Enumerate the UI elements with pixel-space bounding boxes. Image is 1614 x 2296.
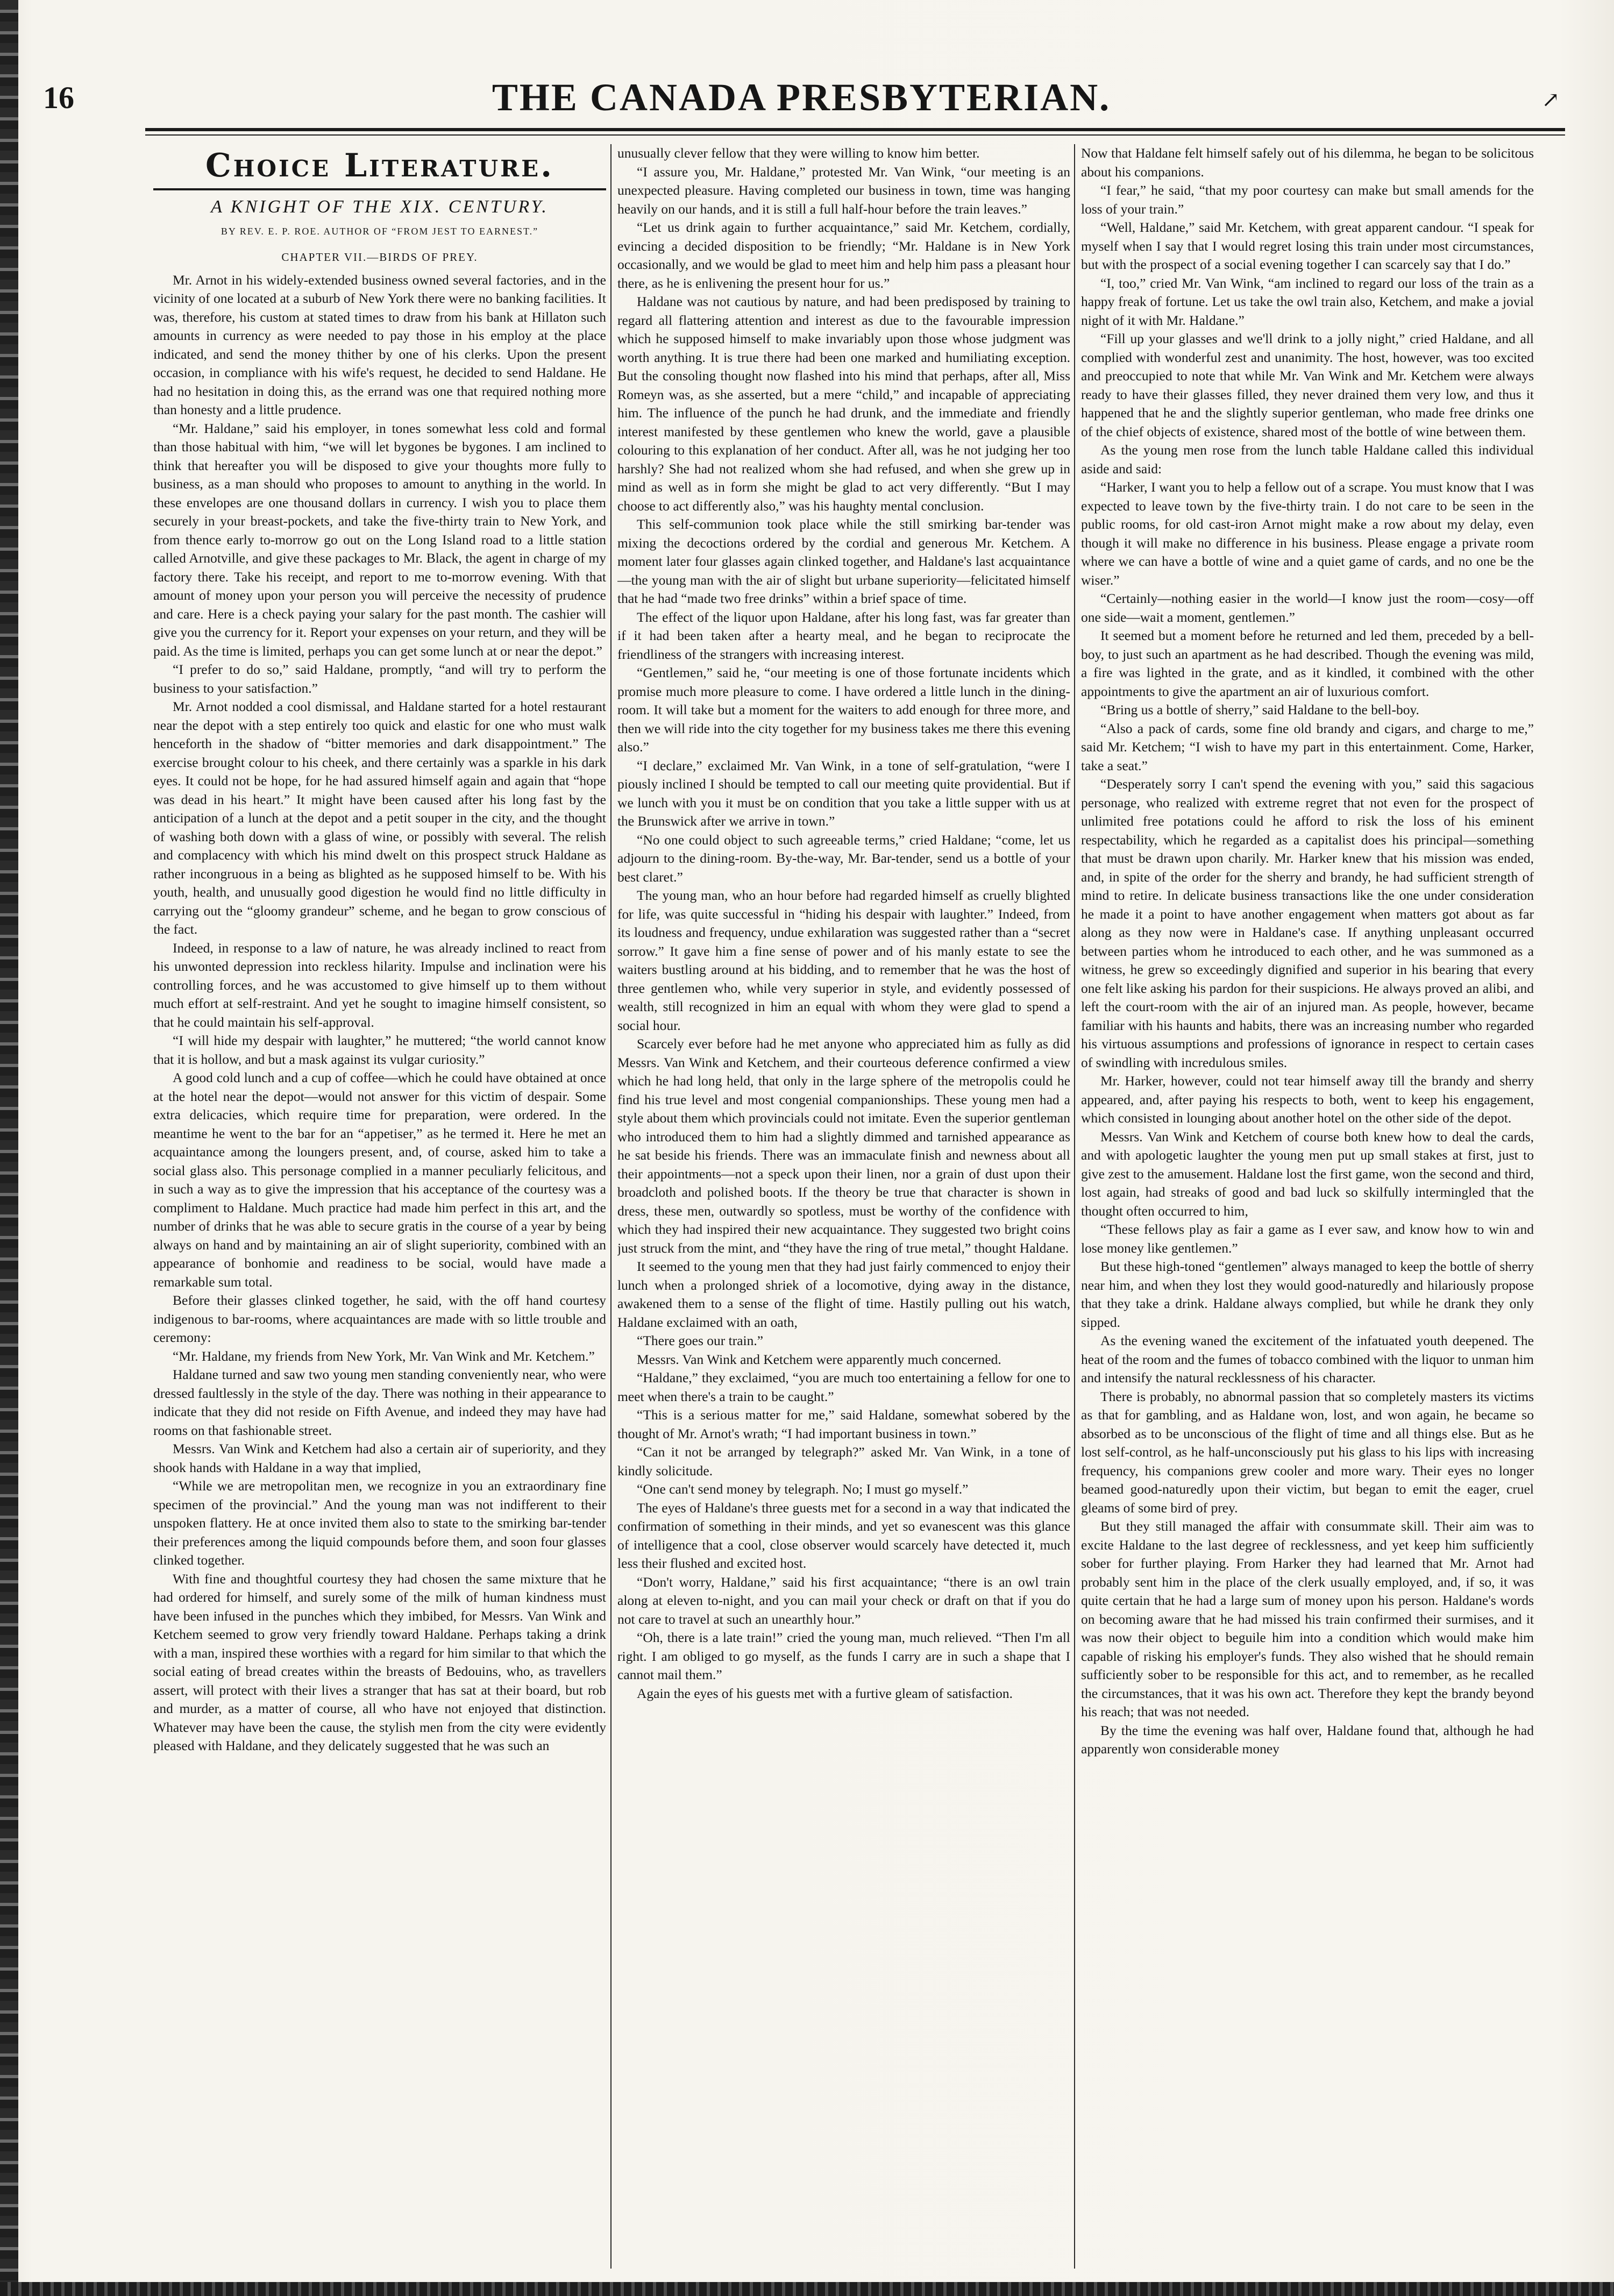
paragraph: “I, too,” cried Mr. Van Wink, “am inclined to regard our loss of the train as a happy freak of fortune. Let us take the owl train also, Ketchem, and make a jovial night of it with Mr. Haldane.” bbox=[1081, 275, 1534, 328]
paragraph: “I assure you, Mr. Haldane,” protested Mr. Van Wink, “our meeting is an unexpected pleasure. Having completed our business in town, time was hanging heavily on our hands, and it is still a full half-hour before the train leaves.” bbox=[617, 164, 1070, 217]
paragraph: Messrs. Van Wink and Ketchem had also a certain air of superiority, and they shook hands with Haldane in a way that implied, bbox=[153, 1441, 606, 1475]
paragraph: “While we are metropolitan men, we recognize in you an extraordinary fine specimen of the provincial.” And the young man was not indifferent to their unspoken flattery. He at once invited them also to state to the smirking bar-tender their preferences among the liquid compounds before them, and soon four glasses clinked together. bbox=[153, 1478, 606, 1568]
paragraph: “Desperately sorry I can't spend the evening with you,” said this sagacious personage, who realized with extreme regret that not even for the prospect of unlimited free potations could he afford to risk the loss of his eminent respectability, which he regarded as a capitalist does his principal—something that must be drawn upon charily. Mr. Harker knew that his mission was ended, and, in spite of the order for the sherry and brandy, he had sufficient strength of mind to retire. In delicate business transactions like the one under consideration he made it a point to have another engagement when matters got about as far along as they now were in Haldane's case. If anything unpleasant occurred between parties whom he introduced to each other, and he was summoned as a witness, he grew so exceedingly dignified and superior in his bearing that every one felt like asking his pardon for their suspicions. He always proved an alibi, and left the court-room with the air of an injured man. As people, however, became familiar with his haunts and habits, there was an increasing number who regarded his virtuous assumptions and professions of ignorance in respect to certain cases of swindling with incredulous smiles. bbox=[1081, 776, 1534, 1070]
page-header bbox=[43, 75, 1560, 124]
paragraph: But these high-toned “gentlemen” always managed to keep the bottle of sherry near him, and when they lost they would good-naturedly and hilariously propose that they take a drink. Haldane always complied, but while he drank they only sipped. bbox=[1081, 1259, 1534, 1330]
paragraph: By the time the evening was half over, Haldane found that, although he had apparently won considerable money bbox=[1081, 1722, 1534, 1757]
paragraph: “I prefer to do so,” said Haldane, promptly, “and will try to perform the business to your satisfaction.” bbox=[153, 662, 606, 696]
corner-mark: ↗ bbox=[1541, 88, 1560, 112]
paragraph: “This is a serious matter for me,” said Haldane, somewhat sobered by the thought of Mr. Arnot's wrath; “I had important business in town.” bbox=[617, 1407, 1070, 1441]
paragraph: “Haldane,” they exclaimed, “you are much too entertaining a fellow for one to meet when there's a train to be caught.” bbox=[617, 1370, 1070, 1404]
paragraph: Now that Haldane felt himself safely out of his dilemma, he began to be solicitous about his companions. bbox=[1081, 145, 1534, 180]
paragraph: As the evening waned the excitement of the infatuated youth deepened. The heat of the room and the fumes of tobacco combined with the liquor to unman him and intensify the natural recklessness of his character. bbox=[1081, 1333, 1534, 1385]
column-text bbox=[153, 271, 606, 1755]
column-3 bbox=[1081, 144, 1534, 2269]
paragraph: Haldane was not cautious by nature, and had been predisposed by training to regard all flattering attention and interest as due to the favourable impression which he supposed himself to make invariably upon those whose judgment was worth anything. It is true there had been one marked and humiliating exception. But the consoling thought now flashed into his mind that perhaps, after all, Miss Romeyn was, as she asserted, but a mere “child,” and incapable of appreciating him. The influence of the punch he had drunk, and the immediate and friendly interest manifested by these gentlemen who knew the world, gave a plausible colouring to this explanation of her conduct. After all, was he not judging her too harshly? She had not realized whom she had refused, and when she grew up in mind as well as in form she might be glad to act very differently. “But I may choose to act differently also,” was his haughty mental conclusion. bbox=[617, 294, 1070, 514]
paragraph: The eyes of Haldane's three guests met for a second in a way that indicated the confirmation of something in their minds, and yet so evanescent was this glance of intelligence that a cool, close observer would scarcely have detected it, much less their flushed and excited host. bbox=[617, 1499, 1070, 1571]
paragraph: Mr. Arnot nodded a cool dismissal, and Haldane started for a hotel restaurant near the depot with a step entirely too quick and elastic for one who must walk henceforth in the shadow of “bitter memories and dark disappointment.” The exercise brought colour to his cheek, and there certainly was a sparkle in his dark eyes. It could not be hope, for he had assured himself again and again that “hope was dead in his heart.” It might have been caused after his long fast by the anticipation of a lunch at the depot and a petit souper in the city, and the thought of washing both down with a glass of wine, or possibly with several. The relish and complacency with which his mind dwelt on this prospect struck Haldane as rather incongruous in a being as blighted as he supposed himself to be. With his youth, health, and unusually good digestion he would find no little difficulty in carrying out the “gloomy grandeur” scheme, and he began to grow conscious of the fact. bbox=[153, 699, 606, 937]
column-divider bbox=[610, 144, 612, 2269]
paragraph: “Also a pack of cards, some fine old brandy and cigars, and charge to me,” said Mr. Ketchem; “I wish to have my part in this entertainment. Come, Harker, take a seat.” bbox=[1081, 720, 1534, 773]
paragraph: With fine and thoughtful courtesy they had chosen the same mixture that he had ordered for himself, and surely some of the milk of human kindness must have been infused in the punches which they imbibed, for Messrs. Van Wink and Ketchem seemed to grow very friendly toward Haldane. Perhaps taking a drink with a man, inspired these worthies with a regard for him similar to that which the social eating of bread creates within the breasts of Bedouins, who, as travellers assert, will protect with their lives a stranger that has sat at their board, but rob and murder, as a matter of course, all who have not enjoyed that distinction. Whatever may have been the cause, the stylish men from the city were evidently pleased with Haldane, and they delicately suggested that he was such an bbox=[153, 1570, 606, 1753]
paragraph: Mr. Arnot in his widely-extended business owned several factories, and in the vicinity of one located at a suburb of New York there were no banking facilities. It was, therefore, his custom at stated times to draw from his bank at Hillaton such amounts in currency as were needed to pay those in his employ at the place indicated, and send the money thither by one of his clerks. Upon the present occasion, in compliance with his wife's request, he decided to send Haldane. He had no hesitation in doing this, as the errand was one that required nothing more than honesty and a little prudence. bbox=[153, 272, 606, 417]
story-byline: BY REV. E. P. ROE. AUTHOR OF “FROM JEST TO EARNEST.” bbox=[221, 225, 539, 237]
paragraph: “Can it not be arranged by telegraph?” asked Mr. Van Wink, in a tone of kindly solicitude. bbox=[617, 1444, 1070, 1478]
column-text bbox=[617, 144, 1070, 1703]
paragraph: “Harker, I want you to help a fellow out of a scrape. You must know that I was expected to leave town by the five-thirty train. I do not care to be seen in the public rooms, for old cast-iron Arnot might make a row about my delay, even though it will make no difference in his business. Please engage a private room where we can have a bottle of wine and a quiet game of cards, and no one be the wiser.” bbox=[1081, 479, 1534, 588]
section-rule bbox=[153, 188, 606, 190]
paragraph: Again the eyes of his guests met with a furtive gleam of satisfaction. bbox=[637, 1685, 1013, 1701]
paragraph: “Fill up your glasses and we'll drink to a jolly night,” cried Haldane, and all complied with wonderful zest and unanimity. The host, however, was too excited and preoccupied to note that while Mr. Van Wink and Mr. Ketchem were always ready to have their glasses filled, they never drained them very low, and thus it happened that he and the slightly superior gentleman, who made free drinks one of the chief objects of existence, shared most of the bottle of wine between them. bbox=[1081, 331, 1534, 439]
page-number: 16 bbox=[43, 80, 74, 115]
paragraph: Messrs. Van Wink and Ketchem of course both knew how to deal the cards, and with apologetic laughter the young men put up small stakes at first, just to give zest to the amusement. Haldane lost the first game, won the second and third, lost again, had streaks of good and bad luck so skilfully intermingled that the thought often occurred to him, bbox=[1081, 1128, 1534, 1219]
paragraph: As the young men rose from the lunch table Haldane called this individual aside and said: bbox=[1081, 442, 1534, 477]
story-title: A KNIGHT OF THE XIX. CENTURY. bbox=[211, 197, 549, 217]
paragraph: “Certainly—nothing easier in the world—I know just the room—cosy—off one side—wait a moment, gentlemen.” bbox=[1081, 591, 1534, 625]
paragraph: It seemed but a moment before he returned and led them, preceded by a bell-boy, to just such an apartment as he had described. Though the evening was mild, a fire was lighted in the grate, and as it kindled, it combined with the other appointments to give the apartment an air of luxurious comfort. bbox=[1081, 628, 1534, 699]
header-rule-thin bbox=[145, 134, 1565, 136]
paragraph: “Mr. Haldane,” said his employer, in tones somewhat less cold and formal than those habitual with him, “we will let bygones be bygones. I am inclined to think that hereafter you will be disposed to give your thoughts more fully to business, as a man should who proposes to amount to anything in the world. In these envelopes are one thousand dollars in currency. I wish you to place them securely in your breast-pockets, and take the five-thirty train to New York, and from thence early to-morrow go out on the Long Island road to a little station called Arnotville, and give these packages to Mr. Black, the agent in charge of my factory there. Take his receipt, and report to me to-morrow evening. With that amount of money upon your person you will perceive the necessity of prudence and care. Here is a check paying your salary for the past month. The cashier will give you the currency for it. Report your expenses on your return, and they will be paid. As the time is limited, perhaps you can get some lunch at or near the depot.” bbox=[153, 420, 606, 659]
paragraph: “Oh, there is a late train!” cried the young man, much relieved. “Then I'm all right. I am obliged to go myself, as the funds I carry are in such a shape that I cannot mail them.” bbox=[617, 1630, 1070, 1682]
column-text bbox=[1081, 144, 1534, 1759]
paragraph: “Mr. Haldane, my friends from New York, Mr. Van Wink and Mr. Ketchem.” bbox=[173, 1348, 595, 1364]
paragraph: There is probably, no abnormal passion that so completely masters its victims as that for gambling, and as Haldane won, lost, and won again, he became so absorbed as to be unconscious of the flight of time and all things else. But as he lost self-control, as he half-unconsciously put his glass to his lips with increasing frequency, his companions grew cooler and more wary. Their eyes no longer beamed good-naturedly upon their victim, but began to emit the eager, cruel gleams of some bird of prey. bbox=[1081, 1388, 1534, 1516]
paragraph: “These fellows play as fair a game as I ever saw, and know how to win and lose money like gentlemen.” bbox=[1081, 1221, 1534, 1256]
paragraph: A good cold lunch and a cup of coffee—which he could have obtained at once at the hotel near the depot—would not answer for this victim of despair. Some extra delicacies, which require time for preparation, were ordered. In the meantime he went to the bar for an “appetiser,” as he termed it. Here he met an acquaintance among the loungers present, and, of course, asked him to take a social glass also. This personage complied in a manner peculiarly felicitous, and in such a way as to give the impression that his acceptance of the courtesy was a compliment to Haldane. Much practice had made him perfect in this art, and the number of drinks that he was able to secure gratis in the course of a year by being always on hand and by maintaining an air of slight superiority, combined with an appearance of bonhomie and readiness to be social, would have made a remarkable sum total. bbox=[153, 1070, 606, 1290]
paragraph: The young man, who an hour before had regarded himself as cruelly blighted for life, was quite successful in “hiding his despair with laughter.” Indeed, from its loudness and frequency, undue exhilaration was suggested rather than a “secret sorrow.” It gave him a fine sense of power and of his manly estate to see the waiters bustling around at his bidding, and to remember that he was the host of three gentlemen who, while very superior in style, and evidently possessed of wealth, still recognized in him an equal with whom they were glad to spend a social hour. bbox=[617, 887, 1070, 1033]
paragraph: Messrs. Van Wink and Ketchem were apparently much concerned. bbox=[637, 1351, 1001, 1367]
paragraph: “Well, Haldane,” said Mr. Ketchem, with great apparent candour. “I speak for myself when I say that I would regret losing this train under most circumstances, but with the prospect of a social evening together I can scarcely say that I do.” bbox=[1081, 219, 1534, 272]
binding-edge bbox=[0, 0, 18, 2296]
section-title: Choice Literature. bbox=[205, 147, 554, 184]
paragraph: It seemed to the young men that they had just fairly commenced to enjoy their lunch when a prolonged shriek of a locomotive, dying away in the distance, awakened them to a sense of the flight of time. Hastily pulling out his watch, Haldane exclaimed with an oath, bbox=[617, 1259, 1070, 1330]
paragraph: “Let us drink again to further acquaintance,” said Mr. Ketchem, cordially, evincing a decided disposition to be friendly; “Mr. Haldane is in New York occasionally, and we would be glad to meet him and help him pass a pleasant hour there, as he is enlivening the present hour for us.” bbox=[617, 219, 1070, 291]
paragraph: Scarcely ever before had he met anyone who appreciated him as fully as did Messrs. Van Wink and Ketchem, and their courteous deference confirmed a view which he had long held, that only in the large sphere of the metropolis could he find his true level and most congenial companionships. These young men had a style about them which provincials could not imitate. Even the superior gentleman who introduced them to him had a slightly dimmed and tarnished appearance as he sat beside his friends. There was an immaculate finish and newness about all their appointments—not a speck upon their linen, nor a grain of dust upon their broadcloth and polished boots. If the theory be true that character is shown in dress, these men, outwardly so spotless, must be worthy of the confidence with which they had inspired their new acquaintance. They suggested two bright coins just struck from the mint, and “they have the ring of true metal,” thought Haldane. bbox=[617, 1036, 1070, 1256]
bottom-edge bbox=[0, 2282, 1614, 2296]
paragraph: “No one could object to such agreeable terms,” cried Haldane; “come, let us adjourn to the dining-room. By-the-way, Mr. Bar-tender, send us a bottle of your best claret.” bbox=[617, 831, 1070, 885]
column-divider bbox=[1074, 144, 1075, 2269]
paragraph: “Gentlemen,” said he, “our meeting is one of those fortunate incidents which promise much more pleasure to come. I have ordered a little lunch in the dining-room. It will take but a moment for the waiters to add enough for three more, and then we will ride into the city together for my business takes me there this evening also.” bbox=[617, 665, 1070, 755]
column-2 bbox=[617, 144, 1070, 2269]
paragraph: “I fear,” he said, “that my poor courtesy can make but small amends for the loss of your train.” bbox=[1081, 182, 1534, 217]
paragraph: “Bring us a bottle of sherry,” said Haldane to the bell-boy. bbox=[1100, 702, 1419, 717]
paragraph: “I will hide my despair with laughter,” he muttered; “the world cannot know that it is hollow, and but a mask against its vulgar curiosity.” bbox=[153, 1033, 606, 1067]
paragraph: “Don't worry, Haldane,” said his first acquaintance; “there is an owl train along at eleven to-night, and you can mail your check or draft on that if you do not care to travel at such an unearthly hour.” bbox=[617, 1574, 1070, 1627]
paragraph: “I declare,” exclaimed Mr. Van Wink, in a tone of self-gratulation, “were I piously inclined I should be tempted to call our meeting quite providential. But if we lunch with you it must be on condition that you take a little supper with us at the Brunswick after we arrive in town.” bbox=[617, 757, 1070, 829]
header-rule bbox=[145, 128, 1565, 131]
paragraph: Mr. Harker, however, could not tear himself away till the brandy and sherry appeared, and, after paying his respects to both, went to keep his engagement, which consisted in lounging about another hotel on the other side of the depot. bbox=[1081, 1073, 1534, 1126]
paragraph: “One can't send money by telegraph. No; I must go myself.” bbox=[637, 1481, 969, 1497]
chapter-heading: CHAPTER VII.—BIRDS OF PREY. bbox=[281, 251, 478, 264]
paragraph: Haldane turned and saw two young men standing conveniently near, who were dressed faultlessly in the style of the day. There was nothing in their appearance to indicate that they did not reside on Fifth Avenue, and indeed they may have had rooms on that fashionable street. bbox=[153, 1367, 606, 1438]
paragraph: Before their glasses clinked together, he said, with the off hand courtesy indigenous to bar-rooms, where acquaintances are made with so little trouble and ceremony: bbox=[153, 1292, 606, 1345]
paragraph: The effect of the liquor upon Haldane, after his long fast, was far greater than if it had been taken after a hearty meal, and he began to reciprocate the friendliness of the strangers with increasing interest. bbox=[617, 609, 1070, 662]
paragraph: But they still managed the affair with consummate skill. Their aim was to excite Haldane to the last degree of recklessness, and yet keep him sufficiently sober for further playing. From Harker they had learned that Mr. Arnot had probably sent him in the place of the clerk usually employed, and, if so, it was quite certain that he had a large sum of money upon his person. Haldane's words on becoming aware that he had missed his train confirmed their surmises, and it was now their object to beguile him into a condition which would make him capable of risking his employer's funds. They also wished that he should remain sufficiently sober to be responsible for this act, and to remember, as he recalled the circumstances, that it was his own act. Therefore they kept the brandy beyond his reach; that was not needed. bbox=[1081, 1518, 1534, 1719]
paragraph: unusually clever fellow that they were willing to know him better. bbox=[617, 145, 980, 161]
masthead-title: THE CANADA PRESBYTERIAN. bbox=[492, 76, 1111, 119]
column-1 bbox=[153, 144, 606, 2269]
paragraph: “There goes our train.” bbox=[637, 1333, 764, 1348]
paragraph: Indeed, in response to a law of nature, he was already inclined to react from his unwonted depression into reckless hilarity. Impulse and inclination were his controlling forces, and he was accustomed to give himself up to them without much effort at self-restraint. And yet he sought to imagine himself consistent, so that he could maintain his self-approval. bbox=[153, 940, 606, 1030]
paragraph: This self-communion took place while the still smirking bar-tender was mixing the decoctions ordered by the cordial and generous Mr. Ketchem. A moment later four glasses again clinked together, and Haldane's last acquaintance—the young man with the air of slight but urbane superiority—felicitated himself that he had “made two free drinks” within a brief space of time. bbox=[617, 516, 1070, 606]
